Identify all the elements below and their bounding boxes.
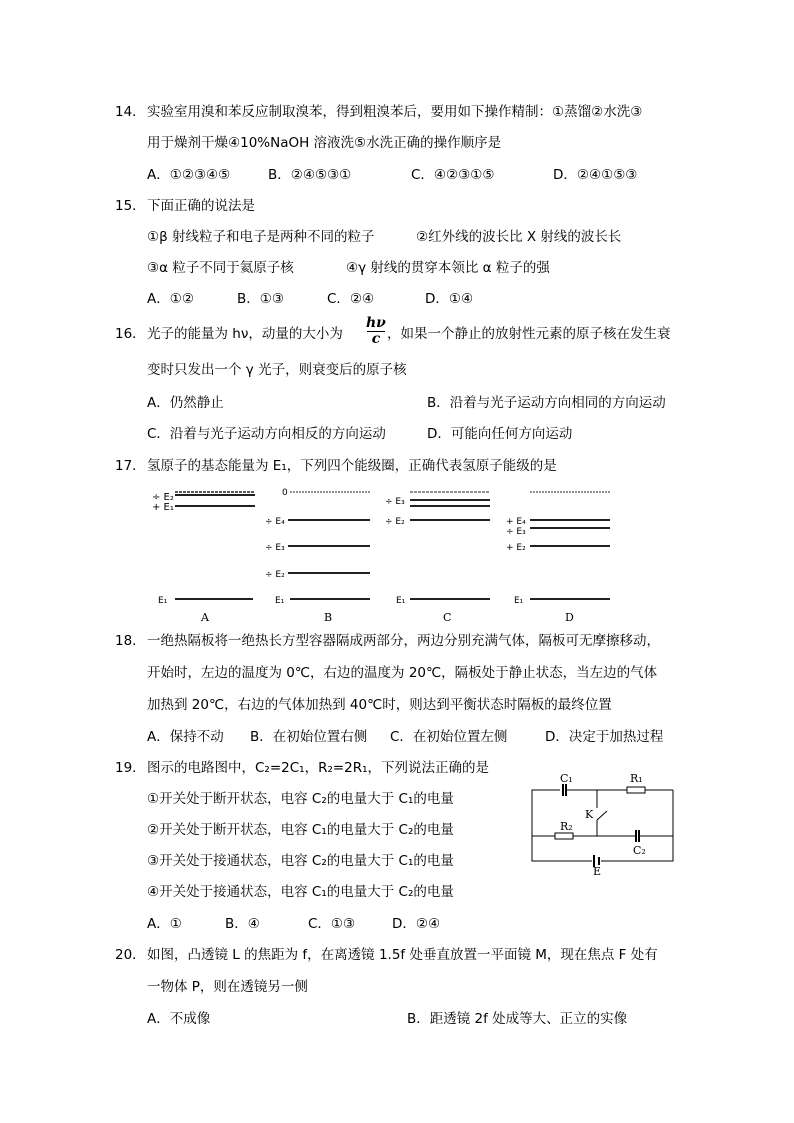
q16-fraction <box>366 316 386 347</box>
svg-text:÷ E₃: ÷ E₃ <box>385 497 405 507</box>
q15-stem: 下面正确的说法是 <box>147 198 255 214</box>
q18-option-a: A．保持不动 <box>147 729 224 745</box>
svg-text:÷ E₃: ÷ E₃ <box>506 527 526 537</box>
q16-option-c: C．沿着与光子运动方向相反的方向运动 <box>147 426 386 442</box>
circuit-label-c2: C₂ <box>633 844 646 857</box>
circuit-label-e: E <box>593 865 602 875</box>
svg-text:+ E₂: + E₂ <box>506 543 526 553</box>
diagram-c <box>385 492 490 606</box>
energy-level-diagrams <box>0 482 794 622</box>
q14-option-d: D．②④①⑤③ <box>553 167 638 183</box>
q20-option-a: A．不成像 <box>147 1011 211 1027</box>
q19-stem: 图示的电路图中，C₂=2C₁，R₂=2R₁，下列说法正确的是 <box>147 760 490 776</box>
svg-text:E₁: E₁ <box>275 596 285 606</box>
q14-stem-line2: 用于燥剂干燥④10%NaOH 溶液洗⑤水洗正确的操作顺序是 <box>147 135 502 151</box>
diagram-label-d: D <box>565 611 574 624</box>
circuit-label-k: K <box>585 808 594 821</box>
q15-option-d: D．①④ <box>425 291 474 307</box>
q19-statement-2: ②开关处于断开状态，电容 C₁的电量大于 C₂的电量 <box>147 822 454 838</box>
q15-option-c: C．②④ <box>327 291 375 307</box>
q14-option-c: C．④②③①⑤ <box>411 167 495 183</box>
fraction-denominator: c <box>371 331 381 347</box>
svg-text:÷ E₄: ÷ E₄ <box>265 517 285 527</box>
q19-option-b: B．④ <box>225 916 260 932</box>
q18-stem-line2: 开始时，左边的温度为 0℃，右边的温度为 20℃，隔板处于静止状态，当左边的气体 <box>147 665 658 681</box>
q16-number: 16． <box>115 326 146 342</box>
q18-option-d: D．决定于加热过程 <box>545 729 664 745</box>
svg-text:÷ E₂: ÷ E₂ <box>152 492 174 503</box>
q16-stem-line1b: ，如果一个静止的放射性元素的原子核在发生衰 <box>387 326 671 342</box>
q19-statement-4: ④开关处于接通状态，电容 C₁的电量大于 C₂的电量 <box>147 884 454 900</box>
q19-option-a: A．① <box>147 916 182 932</box>
svg-text:÷ E₃: ÷ E₃ <box>265 543 285 553</box>
q18-number: 18． <box>115 633 146 649</box>
q19-statement-3: ③开关处于接通状态，电容 C₂的电量大于 C₁的电量 <box>147 853 454 869</box>
diagram-label-c: C <box>443 611 452 624</box>
q18-option-c: C．在初始位置左侧 <box>390 729 508 745</box>
svg-text:0: 0 <box>282 488 288 498</box>
q15-statement-2: ②红外线的波长比 X 射线的波长长 <box>416 229 622 245</box>
fraction-numerator: hν <box>366 315 386 331</box>
circuit-diagram <box>520 765 680 875</box>
q20-number: 20． <box>115 947 146 963</box>
q15-statement-1: ①β 射线粒子和电子是两种不同的粒子 <box>147 229 375 245</box>
q19-option-c: C．①③ <box>308 916 356 932</box>
q16-stem-line1a: 光子的能量为 hν，动量的大小为 <box>147 326 343 342</box>
q19-option-d: D．②④ <box>392 916 441 932</box>
diagram-d <box>506 492 610 606</box>
q14-option-b: B．②④⑤③① <box>268 167 352 183</box>
q20-stem-line2: 一物体 P，则在透镜另一侧 <box>147 979 308 995</box>
q18-option-b: B．在初始位置右侧 <box>250 729 368 745</box>
svg-text:+ E₁: + E₁ <box>152 502 174 513</box>
circuit-label-c1: C₁ <box>560 772 573 785</box>
svg-text:+ E₄: + E₄ <box>506 517 526 527</box>
q14-stem-line1: 实验室用溴和苯反应制取溴苯，得到粗溴苯后，要用如下操作精制：①蒸馏②水洗③ <box>147 104 643 120</box>
q18-stem-line3: 加热到 20℃，右边的气体加热到 40℃时，则达到平衡状态时隔板的最终位置 <box>147 697 612 713</box>
q15-option-b: B．①③ <box>237 291 284 307</box>
q14-option-a: A．①②③④⑤ <box>147 167 231 183</box>
q18-stem-line1: 一绝热隔板将一绝热长方型容器隔成两部分，两边分别充满气体，隔板可无摩擦移动， <box>147 633 660 649</box>
q15-number: 15． <box>115 198 146 214</box>
q14-number: 14． <box>115 104 146 120</box>
q16-stem-line2: 变时只发出一个 γ 光子，则衰变后的原子核 <box>147 362 407 378</box>
circuit-label-r1: R₁ <box>630 772 643 785</box>
diagram-a <box>152 492 255 606</box>
q19-statement-1: ①开关处于断开状态，电容 C₂的电量大于 C₁的电量 <box>147 791 454 807</box>
svg-text:÷ E₂: ÷ E₂ <box>265 570 285 580</box>
q20-stem-line1: 如图，凸透镜 L 的焦距为 f，在离透镜 1.5f 处垂直放置一平面镜 M，现在焦点 F 处有 <box>147 947 658 963</box>
diagram-label-a: A <box>201 611 209 624</box>
circuit-label-r2: R₂ <box>560 820 573 833</box>
q19-number: 19． <box>115 760 146 776</box>
svg-text:E₁: E₁ <box>514 596 524 606</box>
q16-option-b: B．沿着与光子运动方向相同的方向运动 <box>427 395 666 411</box>
q16-option-d: D．可能向任何方向运动 <box>427 426 573 442</box>
q17-number: 17． <box>115 458 146 474</box>
svg-text:E₁: E₁ <box>158 596 168 606</box>
q15-option-a: A．①② <box>147 291 194 307</box>
diagram-b <box>265 488 370 606</box>
q15-statement-3: ③α 粒子不同于氦原子核 <box>147 260 294 276</box>
diagram-label-b: B <box>324 611 333 624</box>
q15-statement-4: ④γ 射线的贯穿本领比 α 粒子的强 <box>346 260 550 276</box>
svg-text:E₁: E₁ <box>396 596 406 606</box>
q17-stem: 氢原子的基态能量为 E₁，下列四个能级圈，正确代表氢原子能级的是 <box>147 458 557 474</box>
q20-option-b: B．距透镜 2f 处成等大、正立的实像 <box>407 1011 628 1027</box>
svg-text:÷ E₂: ÷ E₂ <box>385 517 405 527</box>
q16-option-a: A．仍然静止 <box>147 395 224 411</box>
